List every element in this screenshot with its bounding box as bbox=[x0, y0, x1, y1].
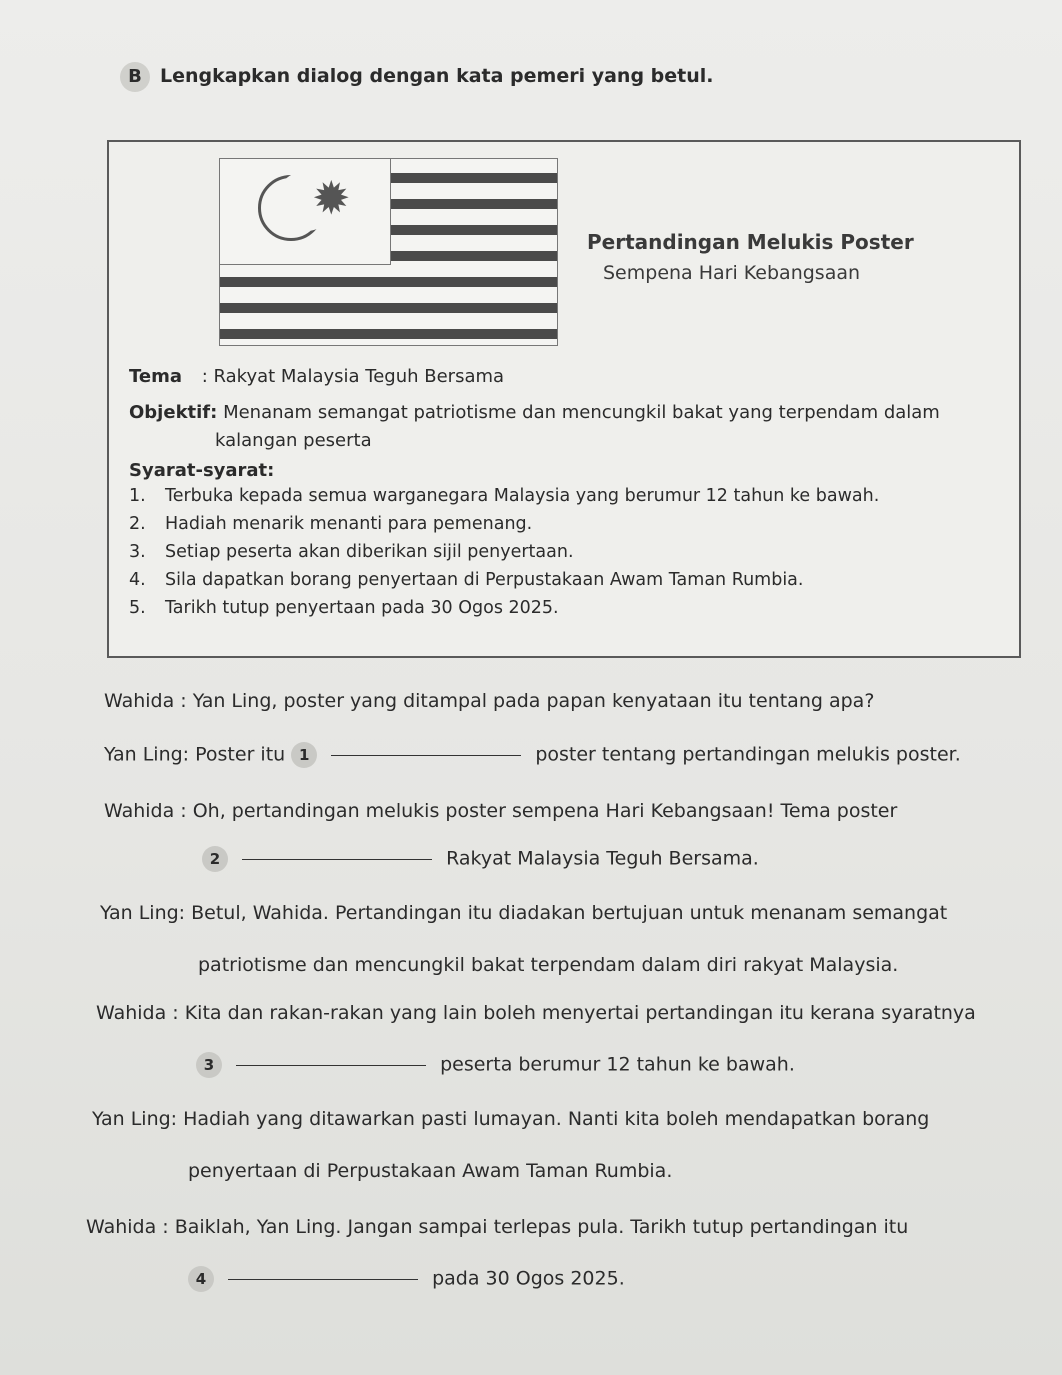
poster-subtitle: Sempena Hari Kebangsaan bbox=[603, 262, 861, 284]
dialog-line-8: 3 peserta berumur 12 tahun ke bawah. bbox=[196, 1052, 795, 1078]
poster-title: Pertandingan Melukis Poster bbox=[587, 230, 914, 254]
question-number-2: 2 bbox=[202, 846, 228, 872]
tema-value: : Rakyat Malaysia Teguh Bersama bbox=[201, 366, 505, 387]
dialog-line-2: Yan Ling: Poster itu 1 poster tentang pertandingan melukis poster. bbox=[104, 742, 961, 768]
list-item: 5. Tarikh tutup penyertaan pada 30 Ogos 2025. bbox=[129, 598, 559, 618]
objektif-label: Objektif: bbox=[129, 402, 218, 423]
dialog-line-7: Wahida : Kita dan rakan-rakan yang lain boleh menyertai pertandingan itu kerana syaratnya bbox=[96, 1002, 976, 1024]
list-item: 3. Setiap peserta akan diberikan sijil penyertaan. bbox=[129, 542, 574, 562]
section-letter: B bbox=[120, 62, 150, 92]
dialog-line-5: Yan Ling: Betul, Wahida. Pertandingan itu diadakan bertujuan untuk menanam semangat bbox=[100, 902, 948, 924]
question-number-3: 3 bbox=[196, 1052, 222, 1078]
dialog-line-11: Wahida : Baiklah, Yan Ling. Jangan sampai terlepas pula. Tarikh tutup pertandingan itu bbox=[86, 1216, 909, 1238]
objektif-row bbox=[129, 402, 940, 423]
tema-row bbox=[129, 366, 504, 387]
answer-blank-1[interactable] bbox=[331, 754, 521, 756]
dialog-line-4: 2 Rakyat Malaysia Teguh Bersama. bbox=[202, 846, 759, 872]
question-number-4: 4 bbox=[188, 1266, 214, 1292]
answer-blank-2[interactable] bbox=[242, 858, 432, 860]
list-item: 1. Terbuka kepada semua warganegara Malaysia yang berumur 12 tahun ke bawah. bbox=[129, 486, 880, 506]
dialog-line-10: penyertaan di Perpustakaan Awam Taman Rumbia. bbox=[188, 1160, 673, 1182]
objektif-line2: kalangan peserta bbox=[215, 430, 372, 451]
syarat-label: Syarat-syarat: bbox=[129, 460, 275, 481]
question-number-1: 1 bbox=[291, 742, 317, 768]
dialog-line-6: patriotisme dan mencungkil bakat terpendam dalam diri rakyat Malaysia. bbox=[198, 954, 899, 976]
tema-label: Tema bbox=[129, 366, 182, 387]
answer-blank-3[interactable] bbox=[236, 1064, 426, 1066]
poster-box bbox=[107, 140, 1021, 658]
objektif-line1: Menanam semangat patriotisme dan mencungkil bakat yang terpendam dalam bbox=[223, 402, 940, 423]
list-item: 4. Sila dapatkan borang penyertaan di Perpustakaan Awam Taman Rumbia. bbox=[129, 570, 804, 590]
dialog-line-12: 4 pada 30 Ogos 2025. bbox=[188, 1266, 625, 1292]
dialog-line-1: Wahida : Yan Ling, poster yang ditampal pada papan kenyataan itu tentang apa? bbox=[104, 690, 875, 712]
dialog-line-3: Wahida : Oh, pertandingan melukis poster sempena Hari Kebangsaan! Tema poster bbox=[104, 800, 898, 822]
instruction bbox=[120, 62, 714, 92]
answer-blank-4[interactable] bbox=[228, 1278, 418, 1280]
instruction-text: Lengkapkan dialog dengan kata pemeri yang betul. bbox=[160, 65, 714, 87]
rules-list bbox=[129, 482, 879, 622]
malaysia-flag-icon: ✹ bbox=[219, 158, 558, 346]
dialog-line-9: Yan Ling: Hadiah yang ditawarkan pasti lumayan. Nanti kita boleh mendapatkan borang bbox=[92, 1108, 930, 1130]
list-item: 2. Hadiah menarik menanti para pemenang. bbox=[129, 514, 533, 534]
